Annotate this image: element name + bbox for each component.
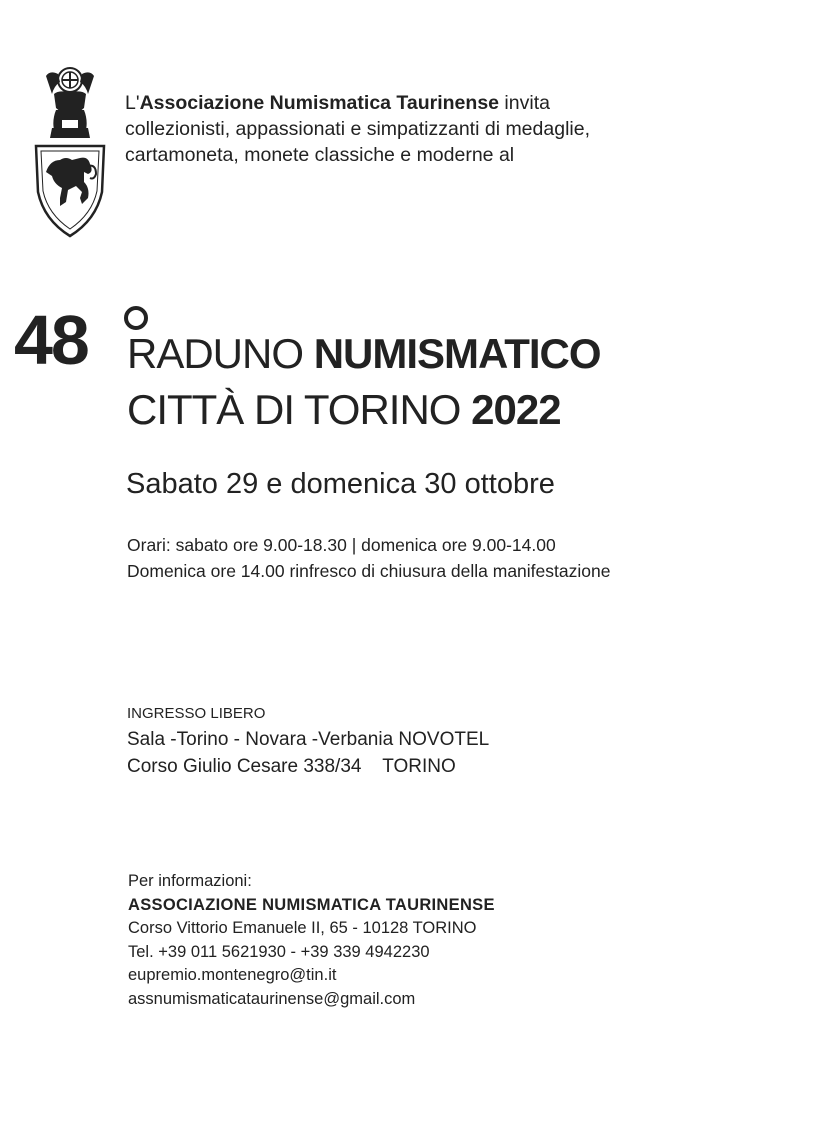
venue-hall: Sala -Torino - Novara -Verbania NOVOTEL [127,729,490,750]
edition-number: 48 [14,301,88,379]
title-line2-regular: CITTÀ DI TORINO [127,386,472,433]
contact-email-2: assnumismaticataurinense@gmail.com [128,989,416,1008]
association-name: Associazione Numismatica Taurinense [139,92,500,114]
title-line-2 [127,386,561,434]
intro-line1-suffix: invita [499,92,550,114]
venue-address: Corso Giulio Cesare 338/34 TORINO [127,756,456,777]
degree-symbol-icon [124,306,148,330]
title-line-1 [127,330,601,378]
hours-line-2: Domenica ore 14.00 rinfresco di chiusura della manifestazione [127,561,611,581]
hours-line-1: Orari: sabato ore 9.00-18.30 | domenica ore 9.00-14.00 [127,535,556,555]
intro-line-1 [125,90,685,116]
contact-organization-name: ASSOCIAZIONE NUMISMATICA TAURINENSE [128,895,495,914]
title-line2-bold: 2022 [471,386,561,433]
title-line1-regular: RADUNO [127,330,314,377]
intro-line-3: cartamoneta, monete classiche e moderne al [125,144,515,166]
venue-block [127,702,489,780]
title-line1-bold: NUMISMATICO [313,330,601,377]
contact-phone: Tel. +39 011 5621930 - +39 339 4942230 [128,942,430,961]
contact-organization [128,894,495,918]
intro-prefix: L' [125,92,140,114]
contact-block [128,870,495,1011]
event-hours [127,532,610,584]
contact-heading: Per informazioni: [128,872,252,890]
intro-paragraph [125,90,685,168]
turin-bull-crest-icon [32,64,108,238]
event-dates: Sabato 29 e domenica 30 ottobre [126,468,555,500]
intro-line-2: collezionisti, appassionati e simpatizzanti di medaglie, [125,118,590,140]
contact-address: Corso Vittorio Emanuele II, 65 - 10128 TORINO [128,919,477,937]
contact-email-1: eupremio.montenegro@tin.it [128,966,337,984]
entry-label: INGRESSO LIBERO [127,705,266,722]
